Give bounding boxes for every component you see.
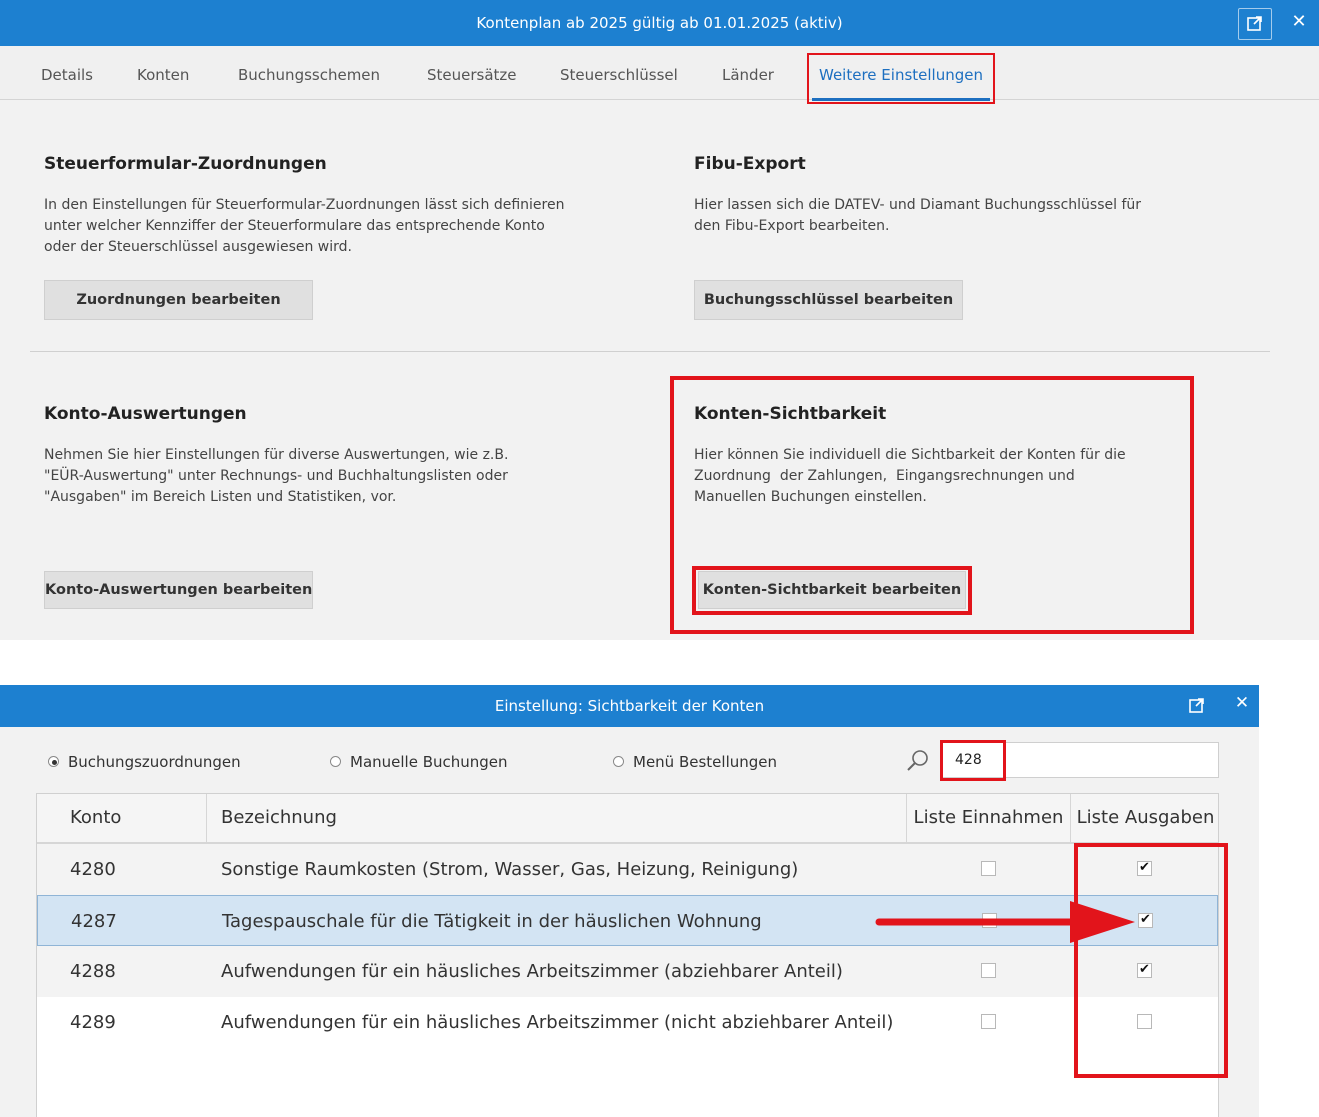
text-line: unter welcher Kennziffer der Steuerformulare das entsprechende Konto — [44, 218, 545, 234]
checkbox-liste-einnahmen[interactable] — [981, 963, 996, 978]
window-titlebar — [0, 0, 1319, 46]
close-icon[interactable]: ✕ — [1234, 693, 1250, 713]
popout-icon[interactable] — [1183, 693, 1211, 719]
section-divider — [30, 351, 1270, 352]
text-line: "Ausgaben" im Bereich Listen und Statistiken, vor. — [44, 489, 397, 505]
sichtbarkeit-dialog — [0, 685, 1259, 1117]
section-title-auswertungen: Konto-Auswertungen — [44, 404, 247, 424]
radio-menue-bestellungen[interactable] — [613, 753, 777, 771]
cell-konto: 4288 — [70, 961, 116, 982]
tab-laender[interactable]: Länder — [722, 66, 774, 84]
cell-bezeichnung: Sonstige Raumkosten (Strom, Wasser, Gas, Heizung, Reinigung) — [221, 859, 799, 880]
checkbox-liste-einnahmen[interactable] — [981, 1014, 996, 1029]
section-text-steuerformular — [44, 195, 564, 258]
header-liste-ausgaben[interactable]: Liste Ausgaben — [1076, 807, 1215, 828]
section-title-steuerformular: Steuerformular-Zuordnungen — [44, 154, 327, 174]
radio-dot[interactable] — [330, 756, 341, 767]
cell-bezeichnung: Tagespauschale für die Tätigkeit in der häuslichen Wohnung — [222, 911, 762, 932]
tab-details[interactable]: Details — [41, 66, 94, 84]
header-bezeichnung[interactable]: Bezeichnung — [207, 794, 907, 842]
checkbox-liste-ausgaben[interactable]: ✔ — [1138, 913, 1153, 928]
tab-bar — [0, 46, 1319, 100]
konten-table — [36, 793, 1219, 1117]
text-line: Hier können Sie individuell die Sichtbarkeit der Konten für die — [694, 447, 1126, 463]
window-title: Kontenplan ab 2025 gültig ab 01.01.2025 (aktiv) — [476, 14, 843, 32]
radio-manuelle-buchungen[interactable] — [330, 753, 508, 771]
tab-buchungsschemen[interactable]: Buchungsschemen — [238, 66, 381, 84]
radio-dot[interactable] — [613, 756, 624, 767]
header-konto[interactable]: Konto — [37, 794, 207, 842]
cell-bezeichnung: Aufwendungen für ein häusliches Arbeitszimmer (nicht abziehbarer Anteil) — [221, 1012, 894, 1033]
tab-steuersaetze[interactable]: Steuersätze — [427, 66, 517, 84]
search-icon — [905, 748, 931, 774]
table-row[interactable] — [37, 997, 1218, 1048]
radio-dot-checked[interactable] — [48, 756, 59, 767]
section-text-fibu — [694, 195, 1141, 237]
radio-buchungszuordnungen[interactable] — [48, 753, 241, 771]
table-row[interactable] — [37, 895, 1218, 946]
section-text-auswertungen — [44, 445, 508, 508]
search-input[interactable]: 428 — [942, 742, 1219, 778]
cell-konto: 4280 — [70, 859, 116, 880]
header-liste-einnahmen[interactable]: Liste Einnahmen — [907, 794, 1071, 842]
radio-label: Manuelle Buchungen — [350, 753, 508, 771]
cell-bezeichnung: Aufwendungen für ein häusliches Arbeitszimmer (abziehbarer Anteil) — [221, 961, 843, 982]
table-header — [37, 794, 1218, 844]
konto-auswertungen-bearbeiten-button[interactable]: Konto-Auswertungen bearbeiten — [44, 571, 313, 609]
text-line: Hier lassen sich die DATEV- und Diamant Buchungsschlüssel für — [694, 197, 1142, 213]
popout-icon[interactable] — [1238, 8, 1272, 40]
dialog-titlebar — [0, 685, 1259, 727]
buchungsschluessel-bearbeiten-button[interactable]: Buchungsschlüssel bearbeiten — [694, 280, 963, 320]
radio-label: Menü Bestellungen — [633, 753, 778, 771]
tab-steuerschluessel[interactable]: Steuerschlüssel — [560, 66, 678, 84]
checkbox-liste-ausgaben[interactable]: ✔ — [1137, 963, 1152, 978]
tab-weitere-einstellungen[interactable]: Weitere Einstellungen — [819, 66, 983, 84]
text-line: Zuordnung der Zahlungen, Eingangsrechnungen und — [694, 468, 1075, 484]
text-line: oder der Steuerschlüssel ausgewiesen wird. — [44, 239, 352, 255]
dialog-title: Einstellung: Sichtbarkeit der Konten — [494, 697, 765, 715]
checkbox-liste-ausgaben[interactable]: ✔ — [1137, 861, 1152, 876]
cell-konto: 4287 — [71, 911, 117, 932]
text-line: den Fibu-Export bearbeiten. — [694, 218, 890, 234]
checkbox-liste-einnahmen[interactable] — [982, 913, 997, 928]
text-line: Nehmen Sie hier Einstellungen für diverse Auswertungen, wie z.B. — [44, 447, 509, 463]
section-text-sichtbarkeit — [694, 445, 1126, 508]
section-title-sichtbarkeit: Konten-Sichtbarkeit — [694, 404, 887, 424]
section-title-fibu: Fibu-Export — [694, 154, 806, 174]
table-row[interactable] — [37, 946, 1218, 997]
text-line: Manuellen Buchungen einstellen. — [694, 489, 927, 505]
zuordnungen-bearbeiten-button[interactable]: Zuordnungen bearbeiten — [44, 280, 313, 320]
radio-label: Buchungszuordnungen — [68, 753, 241, 771]
tab-konten[interactable]: Konten — [137, 66, 190, 84]
text-line: "EÜR-Auswertung" unter Rechnungs- und Buchhaltungslisten oder — [44, 468, 508, 484]
close-icon[interactable]: ✕ — [1291, 11, 1307, 32]
active-tab-indicator — [812, 98, 990, 101]
cell-konto: 4289 — [70, 1012, 116, 1033]
konten-sichtbarkeit-bearbeiten-button[interactable]: Konten-Sichtbarkeit bearbeiten — [698, 571, 966, 609]
table-row[interactable] — [37, 844, 1218, 895]
text-line: In den Einstellungen für Steuerformular-Zuordnungen lässt sich definieren — [44, 197, 565, 213]
checkbox-liste-einnahmen[interactable] — [981, 861, 996, 876]
checkbox-liste-ausgaben[interactable] — [1137, 1014, 1152, 1029]
